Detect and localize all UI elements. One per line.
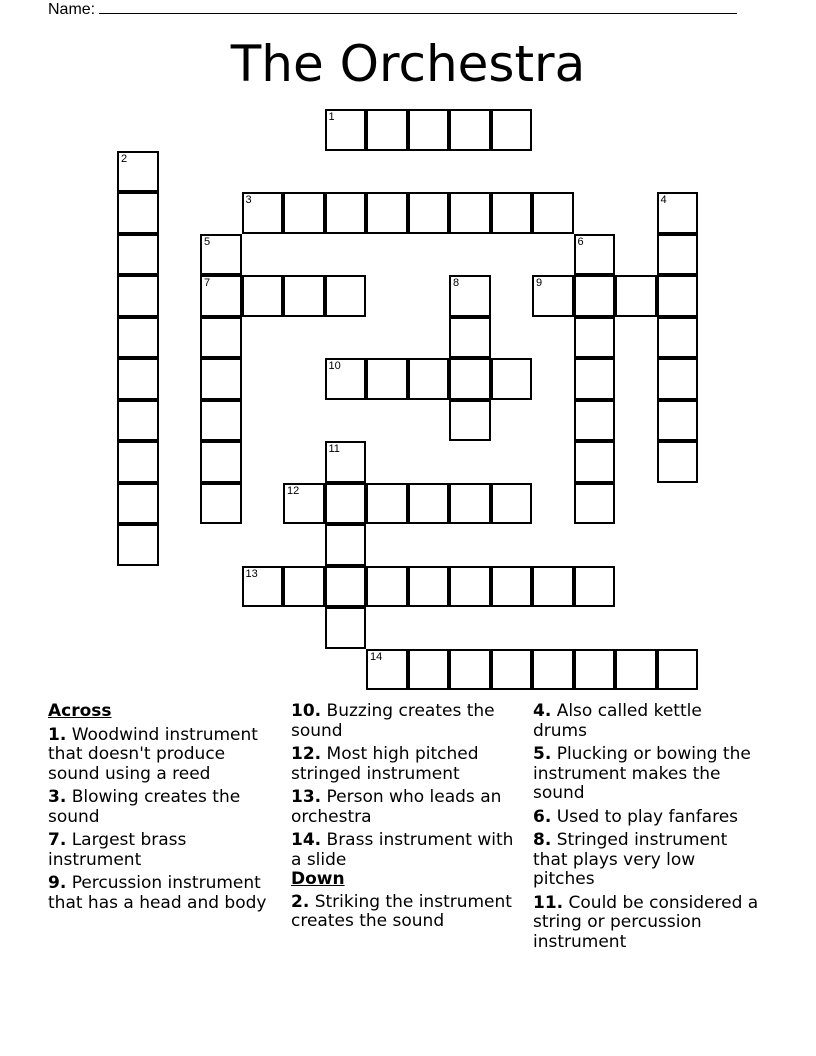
grid-cell[interactable]	[200, 441, 242, 483]
clue-number: 14.	[291, 830, 322, 850]
grid-cell[interactable]	[325, 441, 367, 483]
grid-cell[interactable]	[449, 275, 491, 317]
grid-cell[interactable]	[325, 358, 367, 400]
grid-cell[interactable]	[574, 483, 616, 525]
grid-cell[interactable]	[283, 275, 325, 317]
down-heading: Down	[291, 869, 345, 889]
grid-cell[interactable]	[449, 192, 491, 234]
grid-cell[interactable]	[200, 317, 242, 359]
clue-text: Person who leads an orchestra	[291, 787, 502, 827]
grid-cell[interactable]	[242, 275, 284, 317]
grid-cell[interactable]	[117, 192, 159, 234]
grid-cell[interactable]	[200, 275, 242, 317]
clue-down-2	[291, 893, 519, 932]
grid-cell[interactable]	[242, 566, 284, 608]
grid-cell[interactable]	[574, 317, 616, 359]
grid-cell[interactable]	[449, 649, 491, 691]
grid-cell[interactable]	[325, 483, 367, 525]
grid-cell[interactable]	[657, 649, 699, 691]
grid-cell[interactable]	[325, 607, 367, 649]
clue-across-13	[291, 788, 519, 827]
clue-text: Striking the instrument creates the sound	[291, 891, 512, 931]
grid-cell[interactable]	[325, 192, 367, 234]
grid-cell[interactable]	[325, 109, 367, 151]
grid-cell[interactable]	[491, 358, 533, 400]
clue-text: Stringed instrument that plays very low pitches	[533, 830, 728, 889]
clue-number: 13.	[291, 787, 322, 807]
clue-text: Brass instrument with a slide	[291, 830, 514, 870]
grid-cell[interactable]	[615, 275, 657, 317]
grid-cell[interactable]	[532, 192, 574, 234]
grid-cell[interactable]	[283, 192, 325, 234]
grid-cell[interactable]	[200, 400, 242, 442]
clue-number-label: 2	[121, 152, 128, 165]
grid-cell[interactable]	[491, 649, 533, 691]
across-heading: Across	[48, 701, 112, 721]
grid-cell[interactable]	[657, 317, 699, 359]
clue-number: 12.	[291, 744, 322, 764]
clue-text: Woodwind instrument that doesn't produce sound using a reed	[48, 724, 258, 784]
grid-cell[interactable]	[657, 192, 699, 234]
grid-cell[interactable]	[657, 400, 699, 442]
grid-cell[interactable]	[117, 358, 159, 400]
clue-number: 1.	[48, 724, 67, 745]
grid-cell[interactable]	[366, 358, 408, 400]
grid-cell[interactable]	[491, 109, 533, 151]
clue-down-4	[533, 702, 761, 741]
clue-across-9	[48, 874, 276, 913]
grid-cell[interactable]	[574, 275, 616, 317]
grid-cell[interactable]	[574, 649, 616, 691]
grid-cell[interactable]	[574, 358, 616, 400]
grid-cell[interactable]	[449, 400, 491, 442]
clue-number-label: 7	[204, 277, 211, 289]
clue-across-1	[48, 726, 276, 785]
clue-across-3	[48, 788, 276, 827]
grid-cell[interactable]	[449, 483, 491, 525]
grid-cell[interactable]	[574, 400, 616, 442]
clue-number: 11.	[533, 892, 564, 913]
clue-down-11	[533, 894, 761, 953]
clue-number: 3.	[48, 787, 67, 807]
clue-number-label: 13	[245, 567, 258, 580]
clue-text: Percussion instrument that has a head and body	[48, 873, 267, 913]
page-title: The Orchestra	[230, 35, 586, 93]
clue-number-label: 4	[660, 194, 667, 206]
clue-text: Used to play fanfares	[551, 806, 739, 827]
clue-number-label: 11	[328, 443, 340, 455]
grid-cell[interactable]	[449, 566, 491, 608]
grid-cell[interactable]	[449, 358, 491, 400]
grid-cell[interactable]	[366, 566, 408, 608]
grid-cell[interactable]	[532, 566, 574, 608]
grid-cell[interactable]	[283, 566, 325, 608]
grid-cell[interactable]	[366, 649, 408, 691]
grid-cell[interactable]	[200, 483, 242, 525]
clue-across-12	[291, 745, 519, 784]
grid-cell[interactable]	[491, 192, 533, 234]
clue-number-label: 3	[245, 194, 252, 206]
clue-text: Plucking or bowing the instrument makes the sound	[533, 744, 751, 803]
clue-down-6	[533, 808, 761, 828]
grid-cell[interactable]	[491, 566, 533, 608]
clue-text: Also called kettle drums	[533, 701, 702, 741]
clues-column-3	[533, 702, 761, 956]
clue-text: Blowing creates the sound	[48, 787, 241, 827]
grid-cell[interactable]	[657, 275, 699, 317]
clue-number-label: 5	[204, 235, 211, 248]
clue-number-label: 1	[328, 111, 335, 123]
grid-cell[interactable]	[117, 483, 159, 525]
clue-text: Buzzing creates the sound	[291, 701, 495, 741]
grid-cell[interactable]	[366, 109, 408, 151]
grid-cell[interactable]	[449, 317, 491, 359]
clues-column-2	[291, 702, 519, 936]
grid-cell[interactable]	[200, 358, 242, 400]
grid-cell[interactable]	[283, 483, 325, 525]
clue-number: 8.	[533, 830, 552, 850]
grid-cell[interactable]	[200, 234, 242, 276]
grid-cell[interactable]	[408, 358, 450, 400]
clue-across-14	[291, 831, 519, 870]
clue-number: 10.	[291, 701, 322, 721]
grid-cell[interactable]	[117, 441, 159, 483]
grid-cell[interactable]	[325, 524, 367, 566]
grid-cell[interactable]	[325, 275, 367, 317]
grid-cell[interactable]	[325, 566, 367, 608]
grid-cell[interactable]	[366, 483, 408, 525]
grid-cell[interactable]	[408, 649, 450, 691]
grid-cell[interactable]	[574, 441, 616, 483]
grid-cell[interactable]	[117, 275, 159, 317]
grid-cell[interactable]	[532, 275, 574, 317]
grid-cell[interactable]	[117, 524, 159, 566]
clue-number: 5.	[533, 744, 552, 764]
grid-cell[interactable]	[117, 151, 159, 193]
grid-cell[interactable]	[574, 566, 616, 608]
grid-cell[interactable]	[117, 400, 159, 442]
grid-cell[interactable]	[615, 649, 657, 691]
grid-cell[interactable]	[491, 483, 533, 525]
grid-cell[interactable]	[242, 192, 284, 234]
name-label: Name:	[48, 1, 96, 18]
grid-cell[interactable]	[657, 441, 699, 483]
clue-number: 2.	[291, 891, 310, 912]
grid-cell[interactable]	[449, 109, 491, 151]
clue-number-label: 10	[328, 360, 341, 372]
grid-cell[interactable]	[408, 192, 450, 234]
grid-cell[interactable]	[366, 192, 408, 234]
clue-number-label: 8	[453, 277, 460, 289]
clue-across-7	[48, 831, 276, 870]
clue-number: 4.	[533, 701, 552, 721]
clue-number: 7.	[48, 830, 67, 850]
grid-cell[interactable]	[532, 649, 574, 691]
clues-column-1	[48, 702, 276, 917]
grid-cell[interactable]	[408, 566, 450, 608]
grid-cell[interactable]	[574, 234, 616, 276]
grid-cell[interactable]	[408, 109, 450, 151]
clue-text: Could be considered a string or percussion instrument	[533, 892, 759, 952]
grid-cell[interactable]	[657, 234, 699, 276]
clue-text: Most high pitched stringed instrument	[291, 744, 479, 784]
clue-number: 6.	[533, 806, 552, 827]
grid-cell[interactable]	[657, 358, 699, 400]
grid-cell[interactable]	[117, 317, 159, 359]
clue-across-10	[291, 702, 519, 741]
clue-down-5	[533, 745, 761, 804]
clue-number-label: 9	[536, 277, 543, 289]
clue-number-label: 12	[287, 484, 300, 497]
clue-number: 9.	[48, 873, 67, 893]
clue-number-label: 6	[577, 235, 584, 248]
clue-text: Largest brass instrument	[48, 830, 187, 870]
grid-cell[interactable]	[117, 234, 159, 276]
clue-number-label: 14	[370, 650, 383, 663]
grid-cell[interactable]	[408, 483, 450, 525]
clue-down-8	[533, 831, 761, 890]
